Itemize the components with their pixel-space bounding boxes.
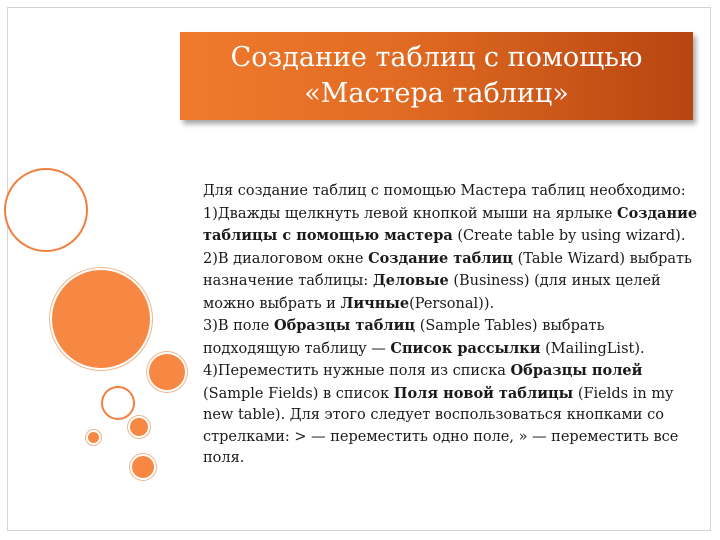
decorative-circle-small-1 [128,416,150,438]
step-1-text: 1)Дважды щелкнуть левой кнопкой мыши на ярлыке [203,205,618,222]
step-2-text: 2)В диалоговом окне [203,250,369,267]
step-3-bold: Образцы таблиц [273,317,416,334]
step-4-tail: (Fields in my new table). Для этого следует воспользоваться кнопками со стрелками: > — переместить одно поле, » — переместить все поля. [203,385,679,466]
title-line-2: «Мастера таблиц» [304,78,569,109]
slide-title [180,32,693,120]
step-2-text-2: (Table Wizard) выбрать назначение таблицы: [203,250,692,289]
step-2-paragraph [203,248,703,316]
step-4-text-2: (Sample Fields) в список [203,385,394,402]
step-2-bold-2: Деловые [372,272,449,289]
slide-body [203,181,703,470]
step-2-bold: Создание таблиц [368,249,514,267]
title-line-1: Создание таблиц с помощью [230,42,643,73]
step-2-text-3: (Business) (для иных целей можно выбрать и [203,273,661,312]
decorative-circle-ring-medium [101,386,135,420]
decorative-circle-small-2 [86,430,101,445]
step-3-text-2: (Sample Tables) выбрать подходящую таблицу — [203,318,605,357]
step-4-text: 4)Переместить нужные поля из списка [203,363,511,379]
step-3-tail: (MailingList). [540,340,645,357]
intro-text: Для создание таблиц с помощью Мастера таблиц необходимо: [203,183,686,199]
step-2-tail: (Personal)). [409,295,495,312]
step-1-tail: (Create table by using wizard). [452,228,686,244]
decorative-circle-large [50,268,152,370]
step-3-text: 3)В поле [203,318,274,334]
step-1-paragraph [203,203,703,248]
step-2-bold-3: Личные [340,294,410,312]
step-3-bold-2: Список рассылки [390,339,541,357]
step-3-paragraph [203,315,703,360]
decorative-circle-small-3 [130,454,156,480]
step-4-paragraph [203,360,703,470]
step-1-bold: Создание таблицы с помощью мастера [203,204,698,244]
intro-paragraph [203,181,703,203]
step-4-bold-2: Поля новой таблицы [393,384,574,402]
decorative-circle-ring-large [4,168,88,252]
decorative-circle-medium [147,352,187,392]
step-4-bold: Образцы полей [510,362,643,379]
